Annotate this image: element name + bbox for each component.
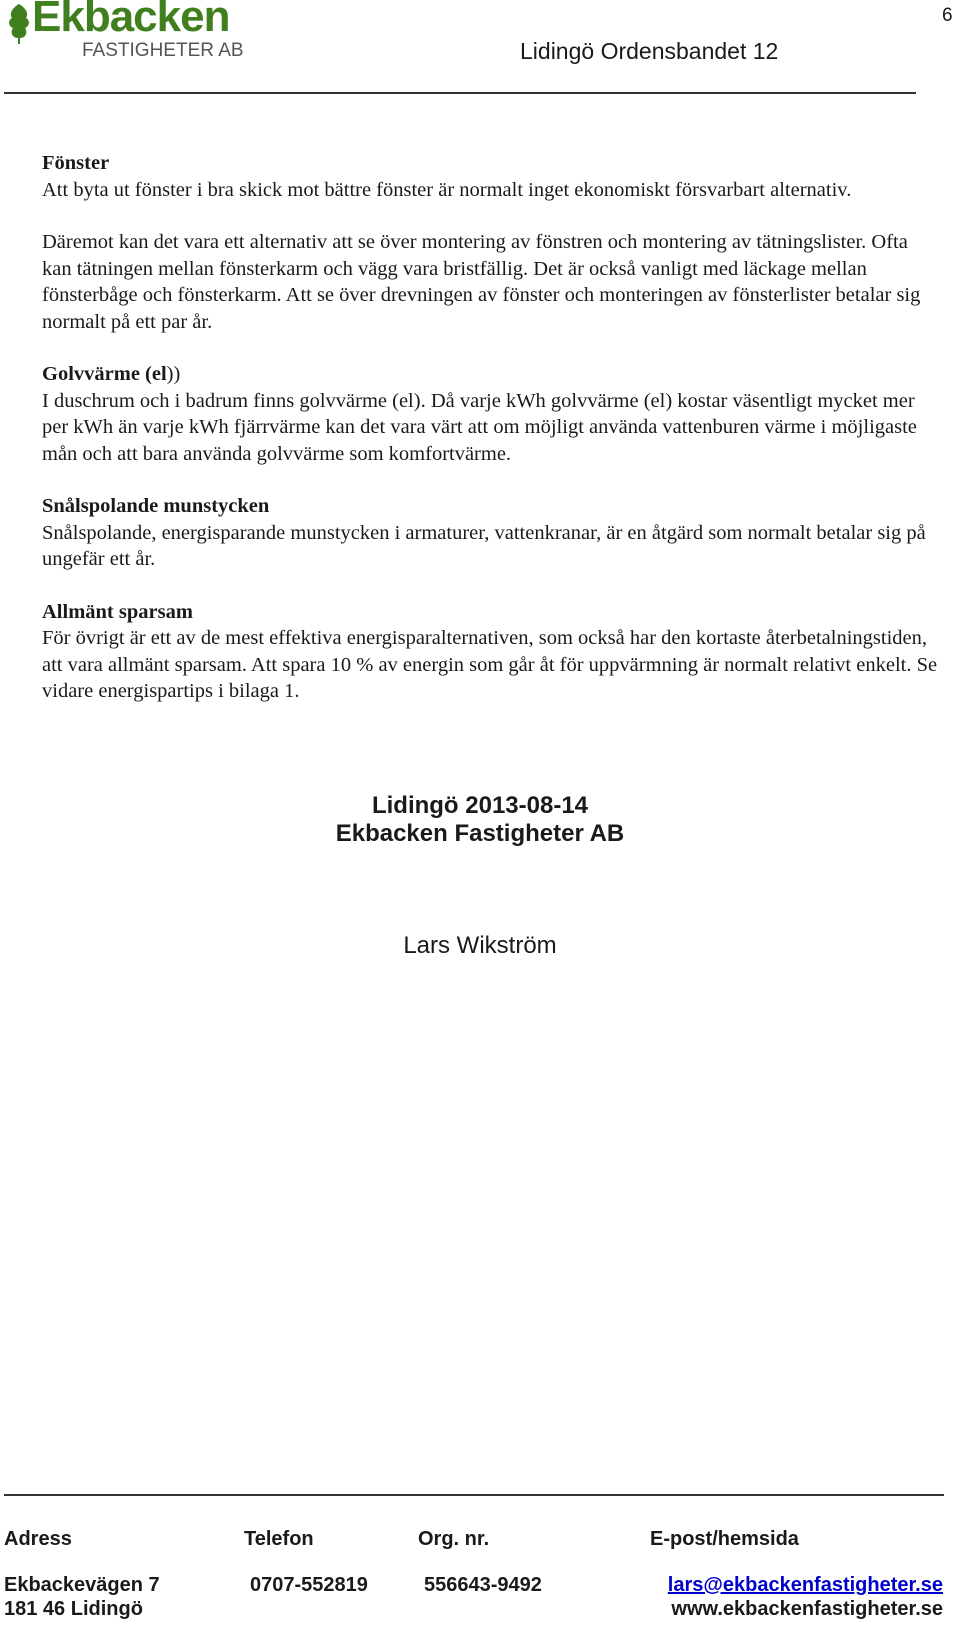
section-heading: Snålspolande munstycken [42, 495, 270, 517]
section-snalspolande [42, 493, 942, 573]
footer-email-link[interactable]: lars@ekbackenfastigheter.se [667, 1574, 943, 1596]
signature-company: Ekbacken Fastigheter AB [335, 820, 625, 847]
section-fonster [42, 150, 942, 335]
footer-label-org: Org. nr. [418, 1528, 490, 1550]
footer-label-phone: Telefon [244, 1528, 314, 1550]
logo-subtitle: FASTIGHETER AB [82, 40, 244, 61]
page-number: 6 [942, 5, 953, 26]
paragraph: Däremot kan det vara ett alternativ att se över montering av fönstren och montering av tätningslister. Ofta kan tätningen mellan fönsterkarm och vägg vara bristfällig. Det är också vanligt med läckage mellan fönsterbåge och fönsterkarm. Att se över drevningen av fönster och monteringen av fönsterlister betalar sig normalt på ett par år. [42, 231, 921, 333]
document-body [42, 150, 942, 731]
oak-leaf-icon [6, 2, 32, 46]
footer-address-line1: Ekbackevägen 7 [4, 1574, 160, 1596]
header-title: Lidingö Ordensbandet 12 [520, 38, 779, 64]
company-logo [6, 0, 336, 64]
paragraph: I duschrum och i badrum finns golvvärme (el). Då varje kWh golvvärme (el) kostar väsentligt mycket mer per kWh än varje kWh fjärrvärme kan det vara värt att om möjligt använda vattenburen värme i möjligaste mån och att bara använda golvvärme som komfortvärme. [42, 389, 917, 465]
header-divider [4, 92, 916, 94]
section-heading: Fönster [42, 152, 110, 174]
section-golvvarme [42, 361, 942, 467]
footer-label-address: Adress [4, 1528, 72, 1550]
paragraph: För övrigt är ett av de mest effektiva energisparalternativen, som också har den kortaste återbetalningstiden, att vara allmänt sparsam. Att spara 10 % av energin som går åt för uppvärmning är normalt relativt enkelt. Se vidare energispartips i bilaga 1. [42, 627, 938, 702]
signature-name: Lars Wikström [403, 932, 557, 959]
footer-address-line2: 181 46 Lidingö [4, 1598, 143, 1620]
footer-label-email-web: E-post/hemsida [650, 1528, 799, 1550]
section-heading-bold: Golvvärme (el [42, 363, 167, 385]
footer-phone: 0707-552819 [250, 1574, 368, 1596]
footer-website: www.ekbackenfastigheter.se [671, 1598, 943, 1620]
section-heading-tail: )) [166, 363, 181, 385]
footer-divider [4, 1494, 944, 1496]
paragraph: Att byta ut fönster i bra skick mot bättre fönster är normalt inget ekonomiskt försvarbart alternativ. [42, 178, 852, 201]
section-allmant-sparsam [42, 599, 942, 705]
logo-wordmark: Ekbacken [32, 0, 230, 41]
paragraph: Snålspolande, energisparande munstycken i armaturer, vattenkranar, är en åtgärd som normalt betalar sig på ungefär ett år. [42, 521, 926, 570]
footer-org-nr: 556643-9492 [424, 1574, 542, 1596]
section-heading: Allmänt sparsam [42, 600, 193, 623]
section-heading [42, 361, 942, 388]
signature-place-date: Lidingö 2013-08-14 [371, 792, 589, 819]
